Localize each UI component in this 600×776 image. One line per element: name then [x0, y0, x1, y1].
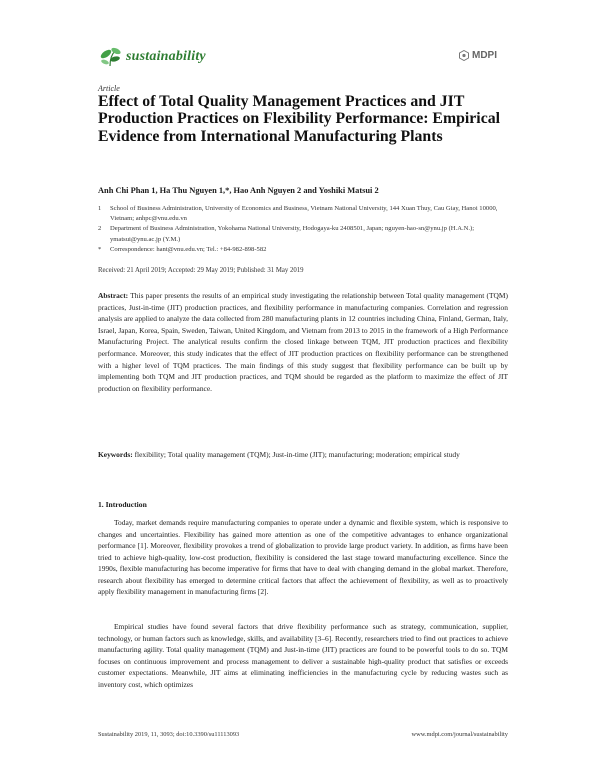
- keywords-label: Keywords:: [98, 450, 133, 459]
- affiliation-mark: 1: [98, 205, 102, 212]
- affiliation-text: School of Business Administration, University of Economics and Business, Vietnam National University, 144 Xuan Thuy, Cau Giay, Hanoi 10000, Vietnam; anhpc@vnu.edu.vn: [110, 205, 498, 223]
- publication-dates: Received: 21 April 2019; Accepted: 29 May 2019; Published: 31 May 2019: [98, 267, 304, 274]
- footer-citation: Sustainability 2019, 11, 3093; doi:10.3390/su11113093: [98, 731, 240, 738]
- article-type: Article: [98, 84, 120, 93]
- body-paragraph: Empirical studies have found several factors that drive flexibility performance such as strategy, communication, supplier, technology, or human factors such as knowledge, skills, and availability [3–6]. Recently, researchers tried to find out practices to achieve manufacturing agility. Total quality management (TQM) and Just-in-time (JIT) practices are found to be powerful tools to do so. TQM focuses on continuous improvement and process management to deliver a sustainable high-quality product that satisfies or exceeds customer expectations. Meanwhile, JIT aims at eliminating inefficiencies in the manufacturing cycle by reducing wastes such as inventory cost, which optimizes: [98, 622, 508, 689]
- abstract-label: Abstract:: [98, 291, 129, 300]
- keywords-text: flexibility; Total quality management (TQM); Just-in-time (JIT); manufacturing; moderation; empirical study: [134, 450, 460, 459]
- journal-logo: [98, 46, 206, 68]
- body-paragraph: Today, market demands require manufacturing companies to operate under a dynamic and flexible system, which is responsive to changes and uncertainties. Flexibility has gained more attention as one of the competitive advantages to enhance organizational performance [1]. Moreover, flexibility provokes a trend of globalization to provide large product variety. In addition, as firms have been tried to achieve high-quality, low-cost production, flexibility is considered the last stage toward manufacturing excellence. Since the 1990s, flexible manufacturing has become imperative for firms that have to deal with changing demand in the global market. Therefore, research about flexibility has emerged to determine critical factors that affect the achievement of flexibility, as well as to proactively apply flexibility management in manufacturing firms [2].: [98, 518, 508, 597]
- correspondence-item: [98, 245, 518, 255]
- abstract: [98, 290, 508, 394]
- publisher-logo: [459, 50, 497, 61]
- affiliation-mark: *: [98, 245, 102, 253]
- mdpi-hexagon-icon: [459, 50, 469, 61]
- footer-url[interactable]: www.mdpi.com/journal/sustainability: [411, 731, 508, 738]
- affiliation-item: [98, 224, 518, 244]
- affiliation-mark: 2: [98, 225, 102, 233]
- correspondence-text: Correspondence: hant@vnu.edu.vn; Tel.: +84-982-898-582: [110, 245, 267, 253]
- journal-name: sustainability: [126, 49, 206, 64]
- section-heading: 1. Introduction: [98, 500, 147, 509]
- abstract-text: This paper presents the results of an empirical study investigating the relationship between Total quality management (TQM) practices, Just-in-time (JIT) production practices, and flexibility performance in manufacturing companies. Correlation and regression analysis are applied to analyze the data collected from 280 manufacturing plants in 12 countries including China, Finland, German, Italy, Israel, Japan, Korea, Spain, Sweden, Taiwan, United Kingdom, and Vietnam from 2013 to 2015 in the framework of a High Performance Manufacturing Project. The analytical results confirm the closed linkage between TQM, JIT production practices and flexibility performance. Moreover, this study indicates that the effect of JIT production practices on flexibility performance can be strengthened with a higher level of TQM practices. The main findings of this study suggest that flexibility performance can be built up by implementing both TQM and JIT production practices, and TQM should be regarded as the platform to maximize the effect of JIT production on flexibility performance.: [98, 291, 509, 393]
- article-title: Effect of Total Quality Management Practices and JIT Production Practices on Flexibility Performance: Empirical Evidence from International Manufacturing Plants: [98, 93, 500, 145]
- leaf-icon: [98, 46, 122, 68]
- keywords: [98, 449, 508, 461]
- affiliation-list: [98, 204, 518, 255]
- affiliation-text: Department of Business Administration, Yokohama National University, Hodogaya-ku 2408501, Japan; nguyen-hao-sn@ynu.jp (H.A.N.); ymatsui@ynu.ac.jp (Y.M.): [110, 225, 475, 243]
- publisher-name: MDPI: [472, 50, 497, 61]
- author-list: Anh Chi Phan 1, Ha Thu Nguyen 1,*, Hao Anh Nguyen 2 and Yoshiki Matsui 2: [98, 186, 379, 195]
- affiliation-item: [98, 204, 518, 224]
